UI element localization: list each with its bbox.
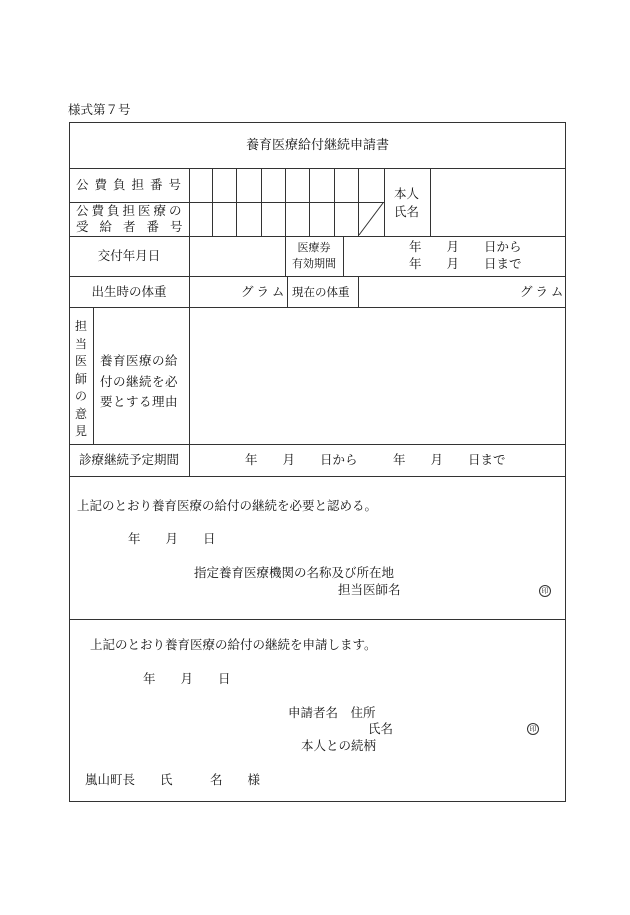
attending-doctor-name: 担当医師名 — [338, 582, 401, 597]
grid-line — [334, 168, 335, 236]
doctor-opinion-label — [71, 318, 91, 441]
current-weight-label: 現在の体重 — [292, 285, 350, 299]
doctor-opinion-char: 医 — [74, 354, 87, 368]
birth-weight-label: 出生時の体重 — [91, 284, 167, 299]
treatment-to-date: 年 月 日まで — [393, 452, 506, 467]
certification-statement: 上記のとおり養育医療の給付の継続を必要と認める。 — [77, 498, 378, 513]
treatment-period-label: 診療継続予定期間 — [78, 452, 179, 467]
form-number-label: 様式第７号 — [68, 102, 131, 117]
applicant-address: 申請者名 住所 — [288, 705, 376, 720]
grid-line — [430, 168, 431, 236]
patient-name-label-line1: 本人 — [394, 186, 420, 201]
grid-line — [189, 236, 190, 276]
grid-line — [309, 168, 310, 236]
grid-line — [93, 307, 94, 444]
grid-line — [189, 276, 190, 307]
doctor-opinion-char: 担 — [74, 319, 87, 333]
application-date: 年 月 日 — [143, 671, 231, 686]
addressee-mayor: 嵐山町長 氏 名 様 — [85, 772, 261, 787]
valid-to-date: 年 月 日まで — [409, 256, 522, 271]
seal-mark: 印 — [539, 585, 551, 597]
reason-label-line1: 養育医療の給 — [100, 353, 179, 368]
valid-period-label-line2: 有効期間 — [292, 257, 336, 270]
diagonal-slash — [358, 202, 384, 236]
divider — [69, 168, 566, 169]
institution-name-address: 指定養育医療機関の名称及び所在地 — [194, 565, 395, 580]
doctor-opinion-char: の — [74, 389, 87, 403]
grid-line — [358, 276, 359, 307]
divider — [69, 307, 566, 308]
divider — [69, 236, 566, 237]
grid-line — [384, 168, 385, 236]
recipient-number-label-line2: 受給者番号 — [76, 219, 194, 234]
divider — [69, 276, 566, 277]
grid-line — [236, 168, 237, 236]
valid-from-date: 年 月 日から — [409, 239, 522, 254]
seal-mark: 印 — [527, 723, 539, 735]
form-title: 養育医療給付継続申請書 — [245, 138, 389, 153]
reason-label-line3: 要とする理由 — [100, 394, 179, 409]
grid-line — [261, 168, 262, 236]
current-weight-unit: グラム — [520, 284, 567, 299]
applicant-name: 氏名 — [368, 721, 394, 736]
doctor-opinion-char: 当 — [74, 336, 87, 351]
grid-line — [285, 168, 286, 236]
doctor-opinion-char: 意 — [74, 406, 87, 421]
divider — [69, 444, 566, 445]
divider — [69, 619, 566, 620]
opinion-input-area[interactable] — [192, 312, 562, 440]
grid-line — [212, 168, 213, 236]
birth-weight-unit: グラム — [241, 284, 288, 299]
grid-line — [343, 236, 344, 276]
patient-name-label-line2: 氏名 — [394, 204, 420, 219]
treatment-from-date: 年 月 日から — [245, 452, 358, 467]
grid-line — [189, 444, 190, 476]
application-statement: 上記のとおり養育医療の給付の継続を申請します。 — [90, 637, 377, 652]
grid-line — [189, 307, 190, 444]
reason-label-line2: 付の継続を必 — [100, 374, 179, 389]
relationship-to-patient: 本人との続柄 — [301, 738, 377, 753]
doctor-opinion-char: 見 — [74, 424, 87, 438]
issue-date-label: 交付年月日 — [97, 248, 161, 263]
certification-date: 年 月 日 — [128, 531, 216, 546]
doctor-opinion-char: 師 — [74, 371, 87, 386]
divider — [69, 476, 566, 477]
public-burden-number-label: 公費負担番号 — [76, 177, 188, 192]
recipient-number-label-line1: 公費負担医療の — [76, 203, 185, 218]
valid-period-label-line1: 医療券 — [297, 241, 331, 254]
